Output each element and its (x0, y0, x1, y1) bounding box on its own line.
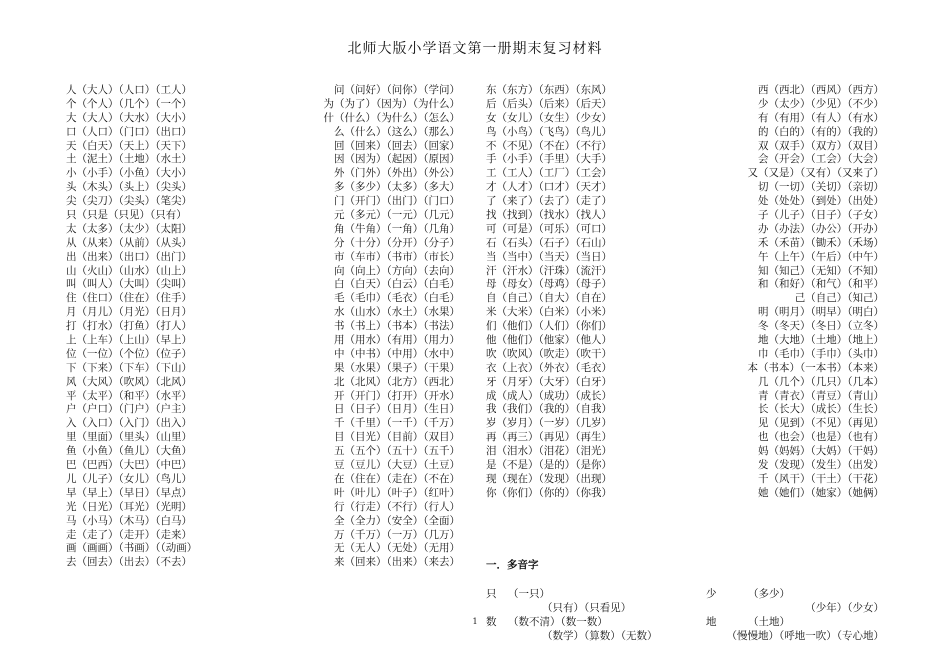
polyphonic-words: （慢慢地）（呼地一吹）（专心地） (726, 630, 884, 643)
word-column-1 (66, 84, 197, 570)
word-entry: 后（后头）（后来）（后天） (486, 97, 612, 110)
word-entry: 口（人口）（门口）（出口） (66, 125, 192, 138)
word-entry: 鱼（小鱼）（鱼儿）（大鱼） (66, 445, 192, 458)
word-entry: 汗（汗水）（汗珠）（流汗） (486, 264, 612, 277)
word-entry: 日（日子）（日月）（生日） (334, 403, 460, 416)
word-entry: 位（一位）（个位）（位子） (66, 347, 192, 360)
word-entry: 里（里面）（里头）（山里） (66, 431, 192, 444)
word-entry: 门（开门）（出门）（门口） (334, 195, 460, 208)
word-entry: 用（用水）（有用）（用力） (334, 334, 460, 347)
polyphonic-words: （多少） (748, 587, 790, 600)
word-entry: 风（大风）（吹风）（北风） (66, 375, 192, 388)
word-entry: 白（白天）（白云）（白毛） (334, 278, 460, 291)
word-entry: 分（十分）（分开）（分子） (334, 236, 460, 249)
word-entry: 水（山水）（水土）（水果） (334, 306, 460, 319)
word-entry: 母（母女）（母鸡）（母子） (486, 278, 612, 291)
word-entry: 千（千里）（一千）（千万） (334, 417, 460, 430)
word-entry: 全（全力）（安全）（全面） (334, 514, 460, 527)
word-entry: 现（现在）（发现）（出现） (486, 472, 612, 485)
word-entry: 午（上午）（午后）（中午） (758, 250, 884, 263)
word-entry: 书（书上）（书本）（书法） (334, 320, 460, 333)
polyphonic-words: （数不清）（数一数） (508, 616, 608, 629)
word-entry: 多（多少）（太多）（多大） (334, 181, 460, 194)
word-entry: 不（不见）（不在）（不行） (486, 139, 612, 152)
word-entry: 办（办法）（办公）（开办） (758, 222, 884, 235)
word-entry: 有（有用）（有人）（有水） (758, 111, 884, 124)
word-entry: 地（大地）（土地）（地上） (758, 334, 884, 347)
word-entry: 入（入口）（入门）（出入） (66, 417, 192, 430)
word-entry: 巴（巴西）（大巴）（中巴） (66, 459, 192, 472)
word-entry: 成（成人）（成功）（成长） (486, 389, 612, 402)
word-entry: 找（找到）（找水）（找人） (486, 209, 612, 222)
word-entry: 五（五个）（五十）（五千） (334, 445, 460, 458)
word-entry: 无（无人）（无处）（无用） (334, 542, 460, 555)
word-entry: 可（可是）（可乐）（可口） (486, 222, 612, 235)
word-entry: 在（住在）（走在）（不在） (334, 472, 460, 485)
word-entry: 画（画画）（书画）（（动画） (66, 542, 198, 555)
word-entry: 么（什么）（这么）（那么） (334, 125, 460, 138)
word-entry: 和（和好）（和气）（和平） (758, 278, 884, 291)
word-entry: 几（几个）（几只）（几本） (758, 375, 884, 388)
word-entry: 开（开门）（打开）（开水） (334, 389, 460, 402)
word-entry: 角（牛角）（一角）（几角） (334, 222, 460, 235)
word-entry: 天（白天）（天上）（天下） (66, 139, 192, 152)
word-column-3 (486, 84, 612, 501)
word-entry: 子（儿子）（日子）（子女） (758, 209, 884, 222)
word-entry: 鸟（小鸟）（飞鸟）（鸟儿） (486, 125, 612, 138)
word-entry: 冬（冬天）（冬日）（立冬） (758, 320, 884, 333)
word-entry: 们（他们）（人们）（你们） (486, 320, 612, 333)
word-entry: 千（风干）（干土）（干花） (758, 472, 884, 485)
word-entry: 的（白的）（有的）（我的） (758, 125, 884, 138)
word-entry: 早（早上）（早日）（早点） (66, 486, 192, 499)
word-entry: 走（走了）（走开）（走来） (66, 528, 192, 541)
word-entry: 山（火山）（山水）（山上） (66, 264, 192, 277)
page-title: 北师大版小学语文第一册期末复习材料 (347, 41, 603, 57)
polyphonic-row (486, 629, 886, 643)
word-entry: 元（多元）（一元）（几元） (334, 209, 460, 222)
word-entry: 见（见到）（不见）（再见） (758, 417, 884, 430)
word-entry: 青（青衣）（青豆）（青山） (758, 389, 884, 402)
section-heading: 一．多音字 (486, 559, 539, 572)
word-entry: 本（书本）（一本书）（本来） (747, 361, 884, 374)
word-entry: 长（长大）（成长）（生长） (758, 403, 884, 416)
word-entry: 只（只是（只见）（只有） (66, 209, 187, 222)
word-entry: 米（大米）（白米）（小米） (486, 306, 612, 319)
word-column-4 (710, 84, 884, 501)
polyphonic-words: （少年）（少女） (805, 601, 884, 614)
word-entry: 出（出来）（出口）（出门） (66, 250, 192, 263)
polyphonic-words: （只有）（只看见） (542, 601, 632, 614)
word-entry: 从（从来）（从前）（从头） (66, 236, 192, 249)
word-entry: 牙（月牙）（大牙）（白牙） (486, 375, 612, 388)
polyphonic-words: （一只） (508, 587, 550, 600)
word-entry: 北（北风）（北方）（西北） (334, 375, 460, 388)
polyphonic-character: 少 (706, 587, 717, 600)
word-entry: 个（个人）（几个）（一个） (66, 97, 192, 110)
word-entry: 工（工人）（工厂）（工会） (486, 167, 612, 180)
word-entry: 人（大人）（人口）（工人） (66, 84, 192, 96)
polyphonic-section (486, 530, 886, 644)
word-entry: 己（自己）（知己） (794, 292, 884, 305)
word-entry: 头（木头）（头上）（尖头） (66, 181, 192, 194)
word-entry: 你（你们）（你的）（你我） (486, 486, 612, 499)
word-entry: 为（为了）（因为）（为什么） (323, 97, 460, 110)
word-entry: 大（大人）（大水）（大小） (66, 111, 192, 124)
word-entry: 他（他们）（他家）（他人） (486, 334, 612, 347)
page-number: 1 (472, 617, 478, 626)
word-entry: 尖（尖刀）（尖头）（笔尖） (66, 195, 192, 208)
polyphonic-row (486, 601, 886, 615)
word-entry: 向（向上）（方向）（去向） (334, 264, 460, 277)
word-entry: 行（行走）（不行）（行人） (334, 500, 460, 513)
word-entry: 双（双手）（双方）（双目） (758, 139, 884, 152)
word-entry: 回（回来）（回去）（回家） (334, 139, 460, 152)
word-entry: 妈（妈妈）（大妈）（干妈） (758, 445, 884, 458)
word-entry: 才（人才）（口才）（天才） (486, 181, 612, 194)
word-entry: 也（也会）（也是）（也有） (758, 431, 884, 444)
polyphonic-character: 只 (486, 587, 497, 600)
word-entry: 户（户口）（门户）（户主） (66, 403, 192, 416)
polyphonic-words: （数学）（算数）（无数） (542, 630, 658, 643)
word-entry: 市（车市）（书市）（市长） (334, 250, 460, 263)
word-entry: 东（东方）（东西）（东风） (486, 84, 612, 96)
word-entry: 打（打水）（打鱼）（打人） (66, 320, 192, 333)
word-entry: 外（门外）（外出）（外公） (334, 167, 460, 180)
word-entry: 我（我们）（我的）（自我） (486, 403, 612, 416)
word-entry: 马（小马）（木马）（白马） (66, 514, 192, 527)
word-entry: 了（来了）（去了）（走了） (486, 195, 612, 208)
word-entry: 目（目光）（目前）（双目） (334, 431, 460, 444)
word-entry: 儿（儿子）（女儿）（鸟儿） (66, 472, 192, 485)
word-entry: 西（西北）（西风）（西方） (758, 84, 884, 96)
word-entry: 处（处处）（到处）（出处） (758, 195, 884, 208)
word-entry: 果（水果）（果子）（干果） (334, 361, 460, 374)
word-entry: 下（下来）（下车）（下山） (66, 361, 192, 374)
word-entry: 太（太多）（太少）（太阳） (66, 222, 192, 235)
word-entry: 万（千万）（一万）（几万） (334, 528, 460, 541)
word-entry: 女（女儿）（女生）（少女） (486, 111, 612, 124)
word-entry: 光（日光）（耳光）（光明） (66, 500, 192, 513)
word-entry: 来（回来）（出来）（来去） (334, 556, 460, 569)
word-entry: 叫（叫人）（大叫）（尖叫） (66, 278, 192, 291)
word-entry: 上（上车）（上山）（早上） (66, 334, 192, 347)
word-entry: 岁（岁月）（一岁）（几岁） (486, 417, 612, 430)
word-entry: 又（又是）（又有）（又来了） (747, 167, 884, 180)
word-entry: 月（月儿）（月光）（日月） (66, 306, 192, 319)
word-entry: 再（再三）（再见）（再生） (486, 431, 612, 444)
polyphonic-character: 数 (486, 616, 497, 629)
word-entry: 手（小手）（手里）（大手） (486, 153, 612, 166)
word-entry: 会（开会）（工会）（大会） (758, 153, 884, 166)
word-entry: 叶（叶儿）（叶子）（红叶） (334, 486, 460, 499)
polyphonic-character: 地 (706, 616, 717, 629)
word-entry: 少（太少）（少见）（不少） (758, 97, 884, 110)
word-entry: 小（小手）（小鱼）（大小） (66, 167, 192, 180)
polyphonic-row (486, 587, 886, 601)
word-entry: 泪（泪水）（泪花）（泪光） (486, 445, 612, 458)
word-entry: 去（回去）（出去）（不去） (66, 556, 192, 569)
word-entry: 切（一切）（关切）（亲切） (758, 181, 884, 194)
word-entry: 知（知己）（无知）（不知） (758, 264, 884, 277)
word-entry: 吹（吹风）（吹走）（吹干） (486, 347, 612, 360)
word-entry: 什（什么）（为什么）（怎么） (323, 111, 460, 124)
word-entry: 衣（上衣）（外衣）（毛衣） (486, 361, 612, 374)
word-entry: 禾（禾苗）（锄禾）（禾场） (758, 236, 884, 249)
word-entry: 她（她们）（她家）（她俩） (758, 486, 884, 499)
word-entry: 石（石头）（石子）（石山） (486, 236, 612, 249)
word-entry: 住（住口）（住在）（住手） (66, 292, 192, 305)
polyphonic-words: （土地） (748, 616, 790, 629)
word-entry: 明（明月）（明早）（明白） (758, 306, 884, 319)
word-entry: 当（当中）（当天）（当日） (486, 250, 612, 263)
word-entry: 豆（豆儿）（大豆）（土豆） (334, 459, 460, 472)
word-entry: 发（发现）（发生）（出发） (758, 459, 884, 472)
word-entry: 平（太平）（和平）（水平） (66, 389, 192, 402)
word-column-2 (270, 84, 460, 570)
word-entry: 中（中书）（中用）（水中） (334, 347, 460, 360)
word-entry: 毛（毛巾）（毛衣）（白毛） (334, 292, 460, 305)
word-entry: 是（不是）（是的）（是你） (486, 459, 612, 472)
word-entry: 问（问好）（问你）（学问） (334, 84, 460, 96)
word-entry: 土（泥土）（土地）（水土） (66, 153, 192, 166)
word-entry: 自（自己）（自大）（自在） (486, 292, 612, 305)
word-entry: 因（因为）（起因）（原因） (334, 153, 460, 166)
word-entry: 巾（毛巾）（手巾）（头巾） (758, 347, 884, 360)
